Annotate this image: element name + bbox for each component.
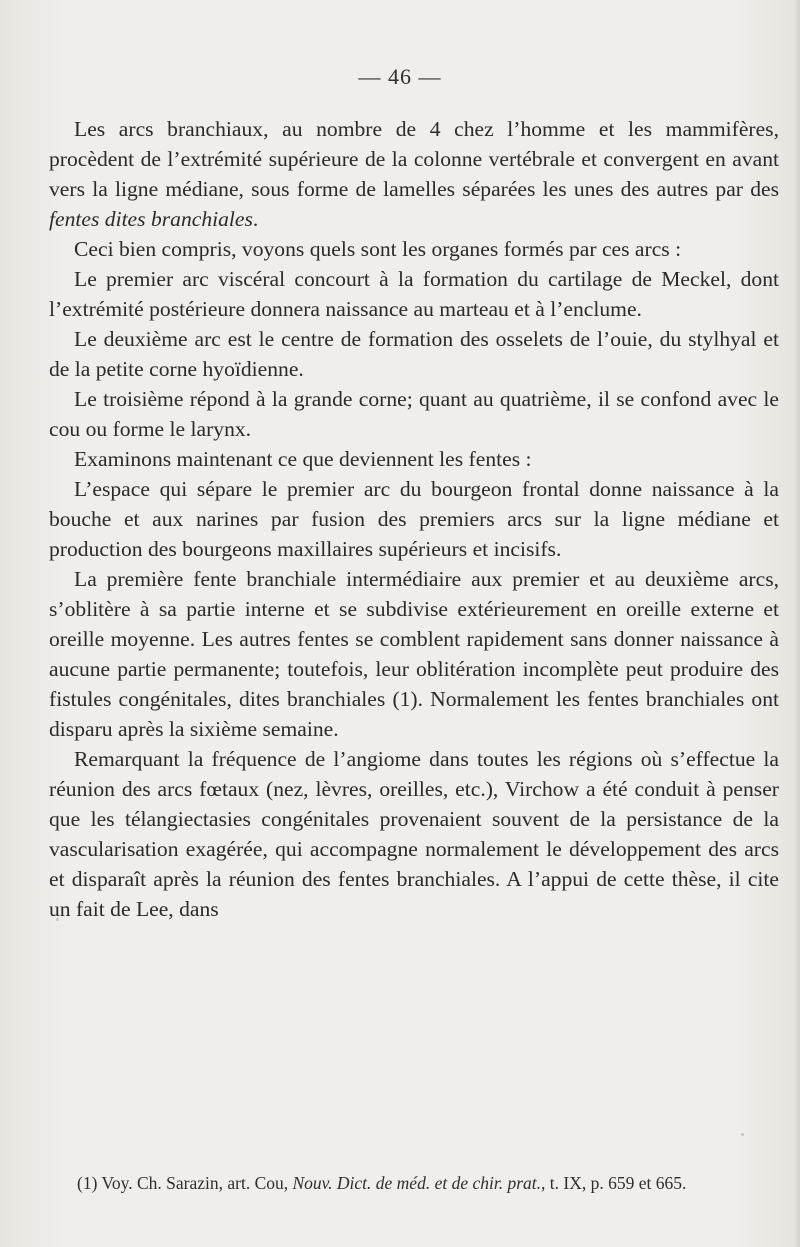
footnote-text: (1) Voy. Ch. Sarazin, art. Cou, xyxy=(77,1173,293,1193)
paragraph-1-italic-term: fentes dites branchiales xyxy=(49,207,253,231)
paragraph-9 xyxy=(49,744,779,924)
footnote-reference: , t. IX, p. 659 et 665. xyxy=(541,1173,687,1193)
paragraph-4-text: Le deuxième arc est le centre de formation des osselets de l’ouie, du stylhyal et de la petite corne hyoïdienne. xyxy=(49,327,779,381)
footnote-source-title: Nouv. Dict. de méd. et de chir. prat. xyxy=(292,1173,542,1193)
paragraph-9-text: Remarquant la fréquence de l’angiome dans toutes les régions où s’effectue la réunion des arcs fœtaux (nez, lèvres, oreilles, etc.), Virchow a été conduit à penser que les télangiectasies congénitales provenaient souvent de la persistance de la vascularisation exagérée, qui accompagne normalement le développement des arcs et disparaît après la réunion des fentes branchiales. A l’appui de cette thèse, il cite un fait de Lee, dans xyxy=(49,747,779,921)
paragraph-3 xyxy=(49,264,779,324)
paper-speck xyxy=(741,1133,744,1136)
paragraph-1-text: Les arcs branchiaux, au nombre de 4 chez l’homme et les mammifères, procèdent de l’extrémité supérieure de la colonne vertébrale et convergent en avant vers la ligne médiane, sous forme de lamelles séparées les unes des autres par des xyxy=(49,117,779,201)
paragraph-1-end: . xyxy=(252,207,259,231)
body-text xyxy=(49,114,779,924)
paragraph-3-text: Le premier arc viscéral concourt à la formation du cartilage de Meckel, dont l’extrémité postérieure donnera naissance au marteau et à l’enclume. xyxy=(49,267,779,321)
footnote xyxy=(49,1170,779,1196)
paragraph-5 xyxy=(49,384,779,444)
paragraph-2 xyxy=(49,234,779,264)
paragraph-8 xyxy=(49,564,779,744)
paragraph-6-text: Examinons maintenant ce que deviennent les fentes : xyxy=(74,447,532,471)
paragraph-2-text: Ceci bien compris, voyons quels sont les organes formés par ces arcs : xyxy=(74,237,682,261)
paragraph-6 xyxy=(49,444,779,474)
paragraph-4 xyxy=(49,324,779,384)
page-edge-shadow xyxy=(794,0,800,1247)
paragraph-8-text: La première fente branchiale intermédiaire aux premier et au deuxième arcs, s’oblitère à sa partie interne et se subdivise extérieurement en oreille externe et oreille moyenne. Les autres fentes se comblent rapidement sans donner naissance à aucune partie permanente; toutefois, leur oblitération incomplète peut produire des fistules congénitales, dites branchiales (1). Normalement les fentes branchiales ont disparu après la sixième semaine. xyxy=(49,567,779,741)
paragraph-7-text: L’espace qui sépare le premier arc du bourgeon frontal donne naissance à la bouche et aux narines par fusion des premiers arcs sur la ligne médiane et production des bourgeons maxillaires supérieurs et incisifs. xyxy=(49,477,779,561)
paragraph-1 xyxy=(49,114,779,234)
paper-speck xyxy=(56,918,59,921)
page-number: — 46 — xyxy=(358,64,442,89)
paragraph-7 xyxy=(49,474,779,564)
paragraph-5-text: Le troisième répond à la grande corne; quant au quatrième, il se confond avec le cou ou forme le larynx. xyxy=(49,387,779,441)
